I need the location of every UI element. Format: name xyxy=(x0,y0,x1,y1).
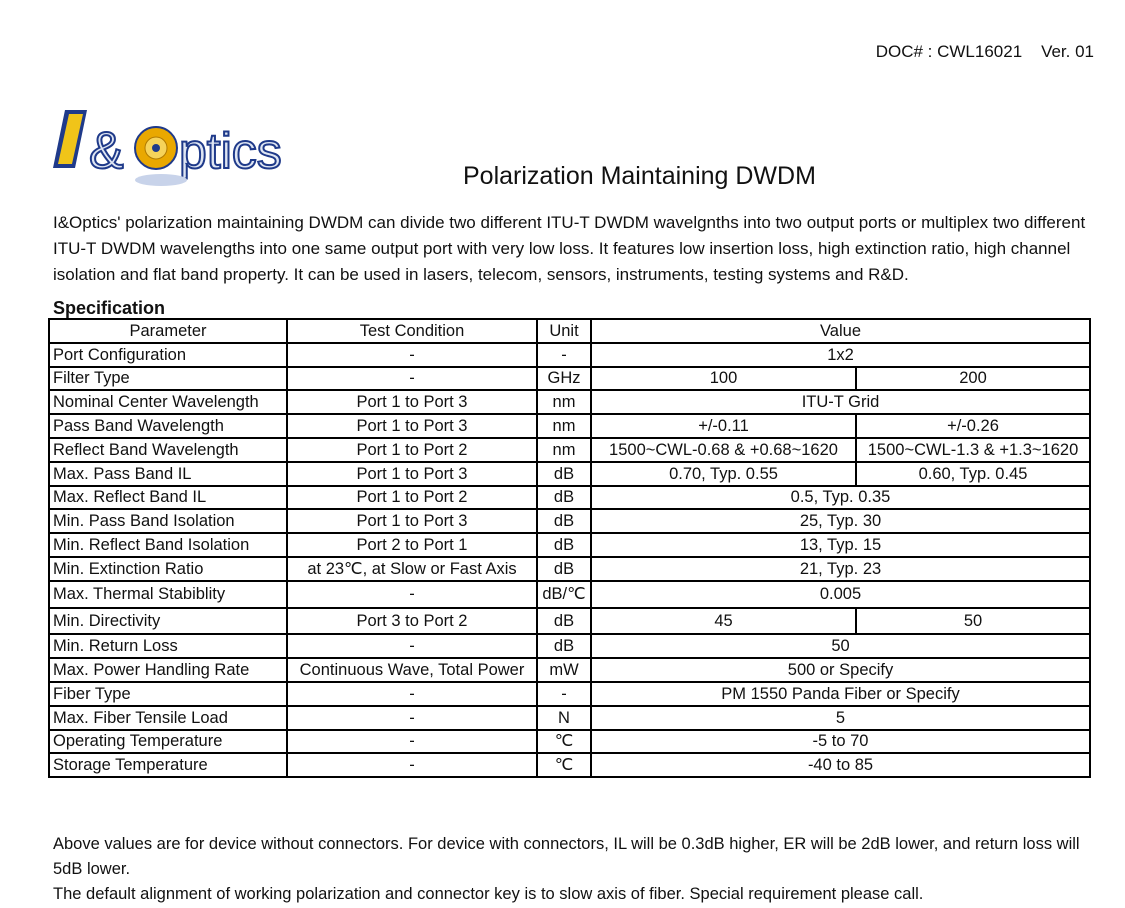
table-row xyxy=(49,367,1090,391)
notes xyxy=(53,832,1093,907)
value-cell: 0.5, Typ. 0.35 xyxy=(591,486,1090,510)
unit-cell: dB xyxy=(537,608,591,635)
value-cell-200ghz: 0.60, Typ. 0.45 xyxy=(856,462,1090,486)
test-condition-cell: Port 3 to Port 2 xyxy=(287,608,537,635)
value-cell: 1x2 xyxy=(591,343,1090,367)
unit-cell: - xyxy=(537,682,591,706)
value-cell-100ghz: 1500~CWL-0.68 & +0.68~1620 xyxy=(591,438,856,462)
unit-cell: dB xyxy=(537,533,591,557)
table-row xyxy=(49,414,1090,438)
value-cell: ITU-T Grid xyxy=(591,390,1090,414)
table-row xyxy=(49,390,1090,414)
unit-cell: dB xyxy=(537,509,591,533)
table-row xyxy=(49,634,1090,658)
column-header-test-condition: Test Condition xyxy=(287,319,537,343)
test-condition-cell: Port 1 to Port 3 xyxy=(287,509,537,533)
parameter-cell: Port Configuration xyxy=(49,343,287,367)
value-cell-100ghz: 100 xyxy=(591,367,856,391)
test-condition-cell: Port 1 to Port 2 xyxy=(287,486,537,510)
test-condition-cell: Port 1 to Port 3 xyxy=(287,414,537,438)
table-header-row xyxy=(49,319,1090,343)
value-cell-200ghz: +/-0.26 xyxy=(856,414,1090,438)
value-cell-200ghz: 1500~CWL-1.3 & +1.3~1620 xyxy=(856,438,1090,462)
test-condition-cell: - xyxy=(287,634,537,658)
unit-cell: mW xyxy=(537,658,591,682)
value-cell-100ghz: +/-0.11 xyxy=(591,414,856,438)
unit-cell: nm xyxy=(537,438,591,462)
intro-paragraph: I&Optics' polarization maintaining DWDM can divide two different ITU-T DWDM wavelgnths into two output ports or multiplex two different ITU-T DWDM wavelengths into one same output port with very low loss. It features low insertion loss, high extinction ratio, high channel isolation and flat band property. It can be used in lasers, telecom, sensors, instruments, testing systems and R&D. xyxy=(53,213,1086,284)
note-alignment: The default alignment of working polarization and connector key is to slow axis of fiber. Special requirement please call. xyxy=(53,885,924,903)
value-cell: -5 to 70 xyxy=(591,730,1090,754)
document-reference xyxy=(876,42,1094,62)
unit-cell: - xyxy=(537,343,591,367)
table-row xyxy=(49,608,1090,635)
table-row xyxy=(49,730,1090,754)
test-condition-cell: - xyxy=(287,682,537,706)
parameter-cell: Nominal Center Wavelength xyxy=(49,390,287,414)
company-logo xyxy=(53,106,315,196)
unit-cell: dB xyxy=(537,634,591,658)
table-row xyxy=(49,486,1090,510)
value-cell: 5 xyxy=(591,706,1090,730)
test-condition-cell: Continuous Wave, Total Power xyxy=(287,658,537,682)
spec-heading: Specification xyxy=(53,298,166,318)
value-cell: 500 or Specify xyxy=(591,658,1090,682)
note-connectors: Above values are for device without connectors. For device with connectors, IL will be 0.3dB higher, ER will be 2dB lower, and return loss will 5dB lower. xyxy=(53,835,1080,878)
table-row xyxy=(49,438,1090,462)
value-cell: -40 to 85 xyxy=(591,753,1090,777)
test-condition-cell: - xyxy=(287,730,537,754)
test-condition-cell: Port 1 to Port 3 xyxy=(287,462,537,486)
value-cell-100ghz: 45 xyxy=(591,608,856,635)
parameter-cell: Operating Temperature xyxy=(49,730,287,754)
parameter-cell: Min. Return Loss xyxy=(49,634,287,658)
column-header-parameter: Parameter xyxy=(49,319,287,343)
test-condition-cell: Port 1 to Port 2 xyxy=(287,438,537,462)
specification-table xyxy=(48,318,1091,778)
table-row xyxy=(49,343,1090,367)
test-condition-cell: - xyxy=(287,343,537,367)
parameter-cell: Max. Power Handling Rate xyxy=(49,658,287,682)
table-row xyxy=(49,753,1090,777)
unit-cell: GHz xyxy=(537,367,591,391)
value-cell: 50 xyxy=(591,634,1090,658)
column-header-unit: Unit xyxy=(537,319,591,343)
unit-cell: dB xyxy=(537,557,591,581)
parameter-cell: Min. Reflect Band Isolation xyxy=(49,533,287,557)
parameter-cell: Min. Extinction Ratio xyxy=(49,557,287,581)
table-row xyxy=(49,682,1090,706)
table-row xyxy=(49,581,1090,608)
table-row xyxy=(49,706,1090,730)
unit-cell: nm xyxy=(537,414,591,438)
parameter-cell: Min. Directivity xyxy=(49,608,287,635)
unit-cell: dB xyxy=(537,462,591,486)
test-condition-cell: at 23℃, at Slow or Fast Axis xyxy=(287,557,537,581)
svg-text:&: & xyxy=(89,122,124,180)
table-row xyxy=(49,658,1090,682)
test-condition-cell: - xyxy=(287,753,537,777)
unit-cell: nm xyxy=(537,390,591,414)
value-cell-200ghz: 200 xyxy=(856,367,1090,391)
svg-text:ptics: ptics xyxy=(179,123,282,179)
test-condition-cell: - xyxy=(287,706,537,730)
value-cell: 13, Typ. 15 xyxy=(591,533,1090,557)
value-cell: 0.005 xyxy=(591,581,1090,608)
parameter-cell: Max. Thermal Stabiblity xyxy=(49,581,287,608)
parameter-cell: Filter Type xyxy=(49,367,287,391)
doc-number: DOC# : CWL16021 xyxy=(875,42,1023,61)
value-cell: 25, Typ. 30 xyxy=(591,509,1090,533)
doc-version: Ver. 01 xyxy=(1041,42,1094,61)
parameter-cell: Min. Pass Band Isolation xyxy=(49,509,287,533)
parameter-cell: Max. Pass Band IL xyxy=(49,462,287,486)
parameter-cell: Reflect Band Wavelength xyxy=(49,438,287,462)
test-condition-cell: - xyxy=(287,581,537,608)
value-cell: PM 1550 Panda Fiber or Specify xyxy=(591,682,1090,706)
table-row xyxy=(49,557,1090,581)
parameter-cell: Max. Reflect Band IL xyxy=(49,486,287,510)
page-title: Polarization Maintaining DWDM xyxy=(463,162,816,190)
parameter-cell: Storage Temperature xyxy=(49,753,287,777)
table-row xyxy=(49,509,1090,533)
parameter-cell: Pass Band Wavelength xyxy=(49,414,287,438)
table-row xyxy=(49,533,1090,557)
unit-cell: ℃ xyxy=(537,753,591,777)
unit-cell: N xyxy=(537,706,591,730)
table-row xyxy=(49,462,1090,486)
test-condition-cell: Port 1 to Port 3 xyxy=(287,390,537,414)
value-cell: 21, Typ. 23 xyxy=(591,557,1090,581)
unit-cell: dB/℃ xyxy=(537,581,591,608)
unit-cell: dB xyxy=(537,486,591,510)
unit-cell: ℃ xyxy=(537,730,591,754)
parameter-cell: Fiber Type xyxy=(49,682,287,706)
parameter-cell: Max. Fiber Tensile Load xyxy=(49,706,287,730)
value-cell-200ghz: 50 xyxy=(856,608,1090,635)
column-header-value: Value xyxy=(591,319,1090,343)
test-condition-cell: Port 2 to Port 1 xyxy=(287,533,537,557)
value-cell-100ghz: 0.70, Typ. 0.55 xyxy=(591,462,856,486)
test-condition-cell: - xyxy=(287,367,537,391)
